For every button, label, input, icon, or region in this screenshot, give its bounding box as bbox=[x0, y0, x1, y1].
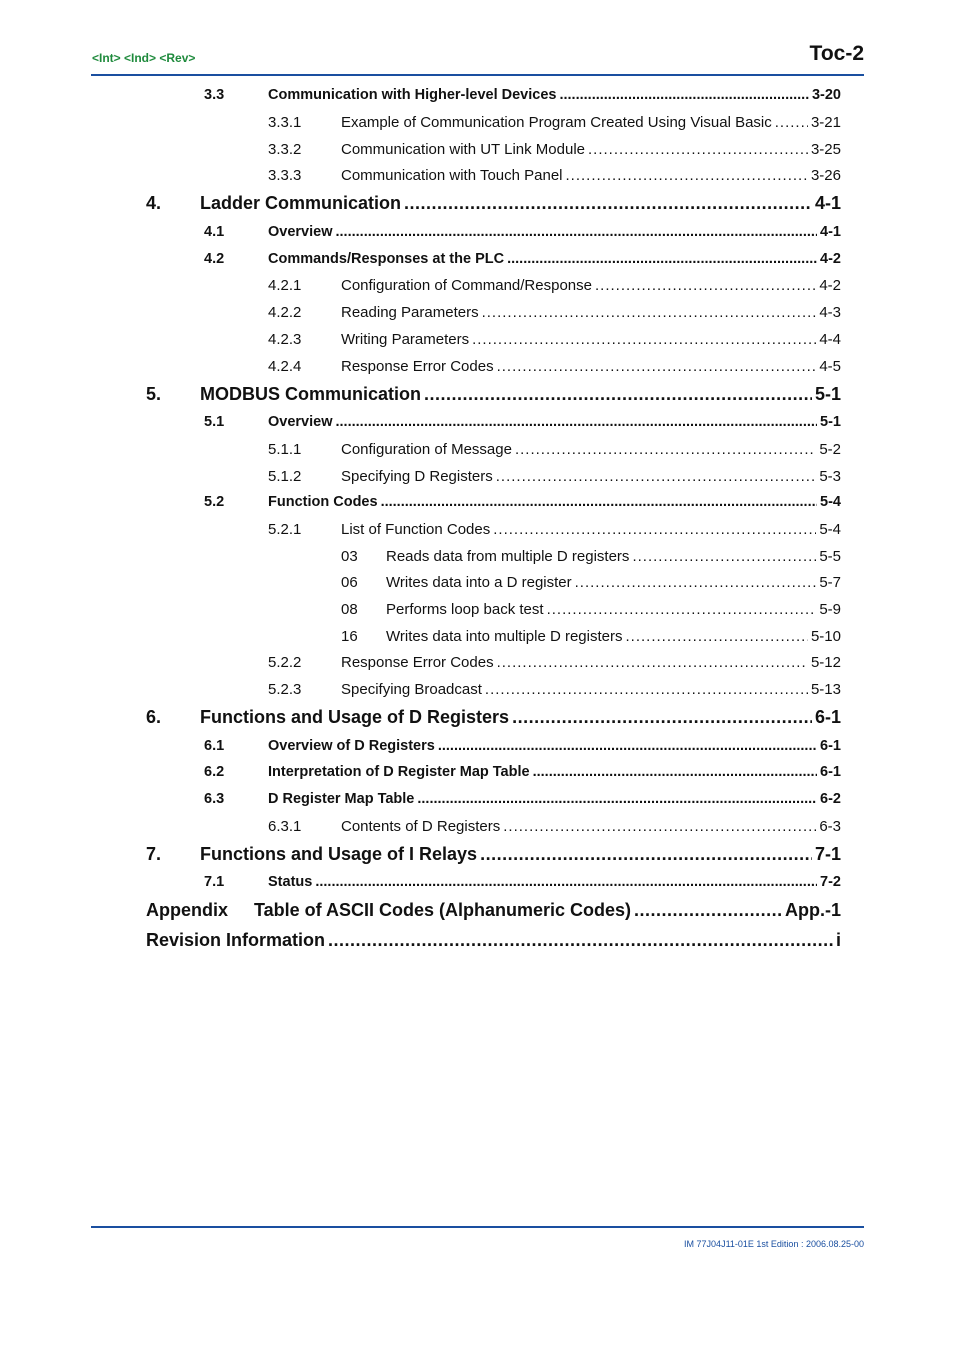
toc-entry-page: 5-2 bbox=[819, 441, 841, 458]
toc-entry-title: Commands/Responses at the PLC bbox=[268, 251, 505, 267]
header-tags: <Int> <Ind> <Rev> bbox=[92, 51, 196, 65]
toc-entry-title: Overview bbox=[268, 224, 333, 240]
toc-leader bbox=[493, 521, 816, 538]
toc-entry-title: Functions and Usage of I Relays bbox=[200, 844, 478, 864]
toc-leader bbox=[315, 874, 817, 890]
toc-leader bbox=[497, 358, 817, 375]
toc-entry-page: 3-21 bbox=[810, 114, 841, 131]
toc-entry-page: 5-12 bbox=[810, 654, 841, 671]
toc-entry-page: 7-2 bbox=[820, 874, 841, 890]
toc-entry-title: Contents of D Registers bbox=[341, 818, 501, 835]
toc-entry[interactable] bbox=[146, 384, 841, 405]
toc-leader bbox=[503, 818, 816, 835]
toc-entry-title: Configuration of Command/Response bbox=[341, 277, 592, 294]
toc-entry-title: MODBUS Communication bbox=[200, 384, 422, 404]
toc-entry-title: Writes data into multiple D registers bbox=[386, 628, 623, 645]
toc-leader bbox=[480, 844, 812, 865]
toc-entry-title: Example of Communication Program Created Using Visual Basic bbox=[341, 114, 772, 131]
toc-entry-title: Communication with Higher-level Devices bbox=[268, 87, 557, 103]
toc-entry[interactable] bbox=[268, 277, 841, 294]
toc-entry[interactable] bbox=[268, 681, 841, 698]
toc-entry-title: Interpretation of D Register Map Table bbox=[268, 764, 530, 780]
toc-leader bbox=[336, 414, 818, 430]
toc-entry[interactable] bbox=[341, 574, 841, 591]
toc-leader bbox=[512, 707, 812, 728]
toc-entry-number: 5.1.1 bbox=[268, 441, 302, 458]
toc-entry-page: 6-1 bbox=[820, 764, 841, 780]
toc-entry[interactable] bbox=[146, 844, 841, 865]
toc-leader bbox=[632, 548, 816, 565]
toc-entry-page: 4-5 bbox=[819, 358, 841, 375]
toc-entry-page: App.-1 bbox=[785, 900, 841, 920]
toc-entry-page: 3-26 bbox=[810, 167, 841, 184]
toc-entry[interactable] bbox=[268, 304, 841, 321]
toc-entry-number: 3.3.2 bbox=[268, 141, 302, 158]
toc-leader bbox=[547, 601, 817, 618]
toc-entry-number: 5.1.2 bbox=[268, 468, 302, 485]
toc-entry[interactable] bbox=[268, 468, 841, 485]
toc-leader bbox=[472, 331, 816, 348]
toc-entry-page: i bbox=[835, 930, 841, 950]
toc-entry-page: 5-7 bbox=[819, 574, 841, 591]
toc-entry[interactable] bbox=[268, 141, 841, 158]
toc-entry[interactable] bbox=[204, 414, 841, 430]
toc-entry-number: 5.2 bbox=[204, 494, 225, 510]
toc-entry-number: 4.2.4 bbox=[268, 358, 302, 375]
toc-entry-number: 3.3 bbox=[204, 87, 225, 103]
toc-entry[interactable] bbox=[204, 224, 841, 240]
toc-entry[interactable] bbox=[268, 441, 841, 458]
toc-entry-number: 4. bbox=[146, 193, 162, 213]
toc-entry-number: 06 bbox=[341, 574, 358, 591]
toc-entry-page: 5-1 bbox=[814, 384, 841, 404]
toc-leader bbox=[497, 654, 808, 671]
toc-entry-page: 5-9 bbox=[819, 601, 841, 618]
toc-entry-page: 4-1 bbox=[814, 193, 841, 213]
toc-entry-page: 5-10 bbox=[810, 628, 841, 645]
toc-entry-title: Configuration of Message bbox=[341, 441, 512, 458]
toc-entry-number: 4.2.1 bbox=[268, 277, 302, 294]
toc-entry[interactable] bbox=[204, 738, 841, 754]
toc-entry[interactable] bbox=[341, 548, 841, 565]
toc-entry-title: Functions and Usage of D Registers bbox=[200, 707, 510, 727]
toc-entry-number: 5. bbox=[146, 384, 162, 404]
toc-entry[interactable] bbox=[204, 791, 841, 807]
toc-entry-page: 5-13 bbox=[810, 681, 841, 698]
toc-leader bbox=[485, 681, 808, 698]
toc-entry-number: 08 bbox=[341, 601, 358, 618]
toc-entry-page: 3-20 bbox=[811, 87, 841, 103]
toc-entry[interactable] bbox=[268, 114, 841, 131]
toc-entry-number: Appendix bbox=[146, 900, 229, 920]
page-title: Toc-2 bbox=[809, 42, 864, 65]
toc-leader bbox=[328, 930, 833, 951]
toc-entry-title: Overview of D Registers bbox=[268, 738, 435, 754]
toc-entry-number: 5.2.1 bbox=[268, 521, 302, 538]
toc-leader bbox=[336, 224, 818, 240]
toc-entry[interactable] bbox=[146, 930, 841, 951]
header-rule bbox=[91, 74, 864, 76]
toc-entry-title: Ladder Communication bbox=[200, 193, 402, 213]
toc-entry[interactable] bbox=[204, 494, 841, 510]
toc-entry-title: D Register Map Table bbox=[268, 791, 415, 807]
toc-leader bbox=[575, 574, 817, 591]
toc-entry-page: 6-1 bbox=[814, 707, 841, 727]
toc-entry-number: 6.3 bbox=[204, 791, 225, 807]
toc-entry-page: 6-3 bbox=[819, 818, 841, 835]
toc-leader bbox=[595, 277, 816, 294]
toc-entry-title: Revision Information bbox=[146, 930, 326, 950]
toc-entry-page: 4-1 bbox=[820, 224, 841, 240]
toc-entry[interactable] bbox=[268, 167, 841, 184]
toc-entry-title: Reads data from multiple D registers bbox=[386, 548, 630, 565]
toc-entry-page: 6-1 bbox=[820, 738, 841, 754]
toc-entry-number: 5.2.3 bbox=[268, 681, 302, 698]
toc-entry-page: 4-3 bbox=[819, 304, 841, 321]
toc-leader bbox=[775, 114, 808, 131]
toc-leader bbox=[507, 251, 817, 267]
toc-entry-page: 5-1 bbox=[820, 414, 841, 430]
toc-entry-page: 3-25 bbox=[810, 141, 841, 158]
toc-entry-title: Overview bbox=[268, 414, 333, 430]
toc-entry-number: 4.1 bbox=[204, 224, 225, 240]
toc-entry-title: Writes data into a D register bbox=[386, 574, 572, 591]
toc-leader bbox=[559, 87, 809, 103]
toc-entry[interactable] bbox=[268, 358, 841, 375]
toc-entry[interactable] bbox=[268, 521, 841, 538]
toc-entry-title: Specifying Broadcast bbox=[341, 681, 482, 698]
toc-entry-number: 03 bbox=[341, 548, 358, 565]
toc-entry-number: 6.2 bbox=[204, 764, 225, 780]
toc-entry[interactable] bbox=[146, 707, 841, 728]
toc-entry-title: Response Error Codes bbox=[341, 358, 494, 375]
toc-entry-number: 4.2.2 bbox=[268, 304, 302, 321]
toc-entry-title: Writing Parameters bbox=[341, 331, 470, 348]
toc-leader bbox=[438, 738, 817, 754]
toc-leader bbox=[634, 900, 782, 921]
toc-leader bbox=[588, 141, 808, 158]
toc-entry-title: Function Codes bbox=[268, 494, 378, 510]
toc-entry-title: Response Error Codes bbox=[341, 654, 494, 671]
toc-entry[interactable] bbox=[204, 874, 841, 890]
toc-entry-number: 16 bbox=[341, 628, 358, 645]
toc-entry-number: 6. bbox=[146, 707, 162, 727]
toc-entry-page: 5-4 bbox=[819, 521, 841, 538]
toc-entry[interactable] bbox=[341, 628, 841, 645]
toc-leader bbox=[566, 167, 808, 184]
toc-leader bbox=[515, 441, 816, 458]
toc-entry-number: 3.3.1 bbox=[268, 114, 302, 131]
toc-entry[interactable] bbox=[268, 818, 841, 835]
toc-entry-number: 7. bbox=[146, 844, 162, 864]
toc-entry-number: 6.1 bbox=[204, 738, 225, 754]
toc-entry-page: 5-3 bbox=[819, 468, 841, 485]
toc-entry-page: 4-2 bbox=[819, 277, 841, 294]
toc-entry-title: Communication with Touch Panel bbox=[341, 167, 563, 184]
toc-entry[interactable] bbox=[204, 87, 841, 103]
toc-entry-page: 4-2 bbox=[820, 251, 841, 267]
toc-leader bbox=[417, 791, 817, 807]
toc-leader bbox=[625, 628, 807, 645]
toc-entry-title: Reading Parameters bbox=[341, 304, 479, 321]
toc-leader bbox=[404, 193, 812, 214]
toc-entry-title: Communication with UT Link Module bbox=[341, 141, 585, 158]
toc-entry-page: 4-4 bbox=[819, 331, 841, 348]
toc-entry[interactable] bbox=[146, 193, 841, 214]
toc-leader bbox=[424, 384, 812, 405]
toc-entry[interactable] bbox=[146, 900, 841, 921]
footer-doc-id: IM 77J04J11-01E 1st Edition : 2006.08.25-00 bbox=[684, 1239, 864, 1249]
toc-leader bbox=[496, 468, 817, 485]
toc-entry[interactable] bbox=[268, 331, 841, 348]
toc-entry-number: 7.1 bbox=[204, 874, 225, 890]
footer-rule bbox=[91, 1226, 864, 1228]
toc-entry-page: 5-4 bbox=[820, 494, 841, 510]
toc-entry-page: 7-1 bbox=[814, 844, 841, 864]
toc-entry-title: Performs loop back test bbox=[386, 601, 544, 618]
toc-entry-title: Table of ASCII Codes (Alphanumeric Codes) bbox=[254, 900, 632, 920]
toc-leader bbox=[482, 304, 817, 321]
toc-leader bbox=[381, 494, 817, 510]
toc-entry[interactable] bbox=[341, 601, 841, 618]
toc-entry-number: 4.2.3 bbox=[268, 331, 302, 348]
toc-entry-title: List of Function Codes bbox=[341, 521, 491, 538]
toc-entry[interactable] bbox=[204, 764, 841, 780]
toc-entry-title: Status bbox=[268, 874, 313, 890]
toc-entry-number: 5.2.2 bbox=[268, 654, 302, 671]
toc-entry-page: 5-5 bbox=[819, 548, 841, 565]
toc-entry-number: 5.1 bbox=[204, 414, 225, 430]
toc-entry-number: 4.2 bbox=[204, 251, 225, 267]
toc-entry-number: 6.3.1 bbox=[268, 818, 302, 835]
toc-entry-number: 3.3.3 bbox=[268, 167, 302, 184]
toc-entry[interactable] bbox=[204, 251, 841, 267]
toc-entry-page: 6-2 bbox=[820, 791, 841, 807]
toc-leader bbox=[533, 764, 817, 780]
toc-entry-title: Specifying D Registers bbox=[341, 468, 493, 485]
toc-entry[interactable] bbox=[268, 654, 841, 671]
